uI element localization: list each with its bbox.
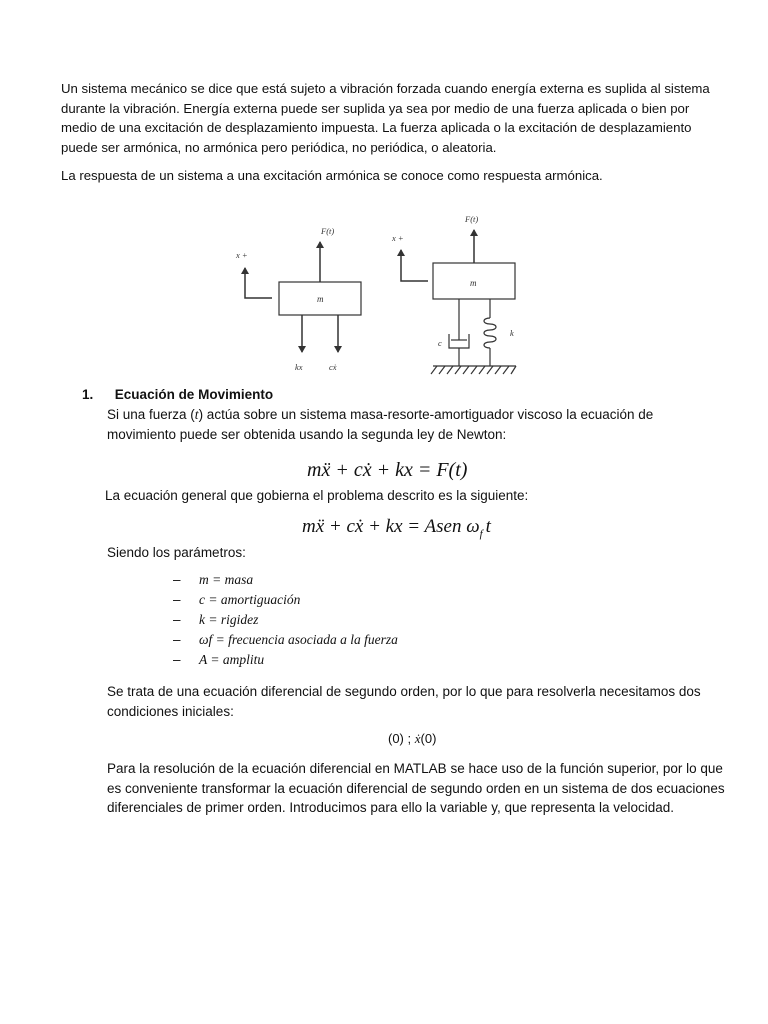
- list-item: – k = rigidez: [173, 612, 259, 627]
- general-equation-text: La ecuación general que gobierna el problema descrito es la siguiente:: [105, 488, 529, 503]
- list-item: – A = amplitu: [173, 652, 265, 667]
- damper-label: c: [438, 338, 442, 348]
- mass-label: m: [317, 294, 324, 304]
- x-axis-label: x +: [392, 233, 404, 243]
- force-label: F(t): [465, 214, 479, 224]
- section-title: Ecuación de Movimiento: [114, 387, 274, 402]
- ode-text: Se trata de una ecuación diferencial de segundo orden, por lo que para resolverla necesitamos dos condiciones iniciales:: [107, 684, 701, 719]
- equation-general: mẍ + cẋ + kx = Asen $\omega_f$ t: [302, 516, 491, 540]
- force-label: F(t): [321, 226, 335, 236]
- free-body-diagram: [235, 226, 361, 372]
- spring-force-label: kx: [295, 362, 303, 372]
- mass-label: m: [470, 278, 477, 288]
- damper: [449, 299, 469, 366]
- matlab-text: Para la resolución de la ecuación diferencial en MATLAB se hace uso de la función superior, por lo que es conveniente transformar la ecuación diferencial de segundo orden en un sistema de dos ecuaciones diferenciales de primer orden. Introducimos para ello la variable y, que representa la velocidad.: [107, 761, 725, 815]
- spring-label: k: [510, 328, 514, 338]
- x-axis-arrow: [245, 268, 272, 298]
- initial-conditions: (0) ; ẋ(0): [388, 731, 437, 746]
- equation-newton: mẍ + cẋ + kx = F(t): [307, 459, 468, 481]
- section-intro-text: Si una fuerza (t) actúa sobre un sistema masa-resorte-amortiguador viscoso la ecuación de movimiento puede ser obtenida usando la segunda ley de Newton:: [107, 407, 654, 442]
- equation-general-end: t: [485, 516, 491, 537]
- damper-force-label: cẋ: [329, 362, 337, 372]
- x-axis-arrow: [401, 250, 428, 281]
- section-number: 1.: [82, 387, 94, 402]
- spring: [484, 299, 496, 366]
- intro-paragraph-2: La respuesta de un sistema a una excitación armónica se conoce como respuesta armónica.: [61, 168, 603, 183]
- section-heading: [82, 387, 273, 402]
- ground: [431, 366, 516, 374]
- list-item: – m = masa: [173, 572, 254, 587]
- intro-paragraph-1: Un sistema mecánico se dice que está sujeto a vibración forzada cuando energía externa es suplida al sistema durante la vibración. Energía externa puede ser suplida ya sea por medio de una fuerza aplicada o bien por medio de una excitación de desplazamiento impuesta. La fuerza aplicada o la excitación de desplazamiento puede ser armónica, no armónica pero periódica, no periódica, o aleatoria.: [61, 81, 710, 155]
- system-diagram: [391, 214, 516, 374]
- parameters-intro: Siendo los parámetros:: [107, 545, 246, 560]
- list-item: – ωf = frecuencia asociada a la fuerza: [173, 632, 398, 647]
- x-axis-label: x +: [236, 250, 248, 260]
- list-item: – c = amortiguación: [173, 592, 301, 607]
